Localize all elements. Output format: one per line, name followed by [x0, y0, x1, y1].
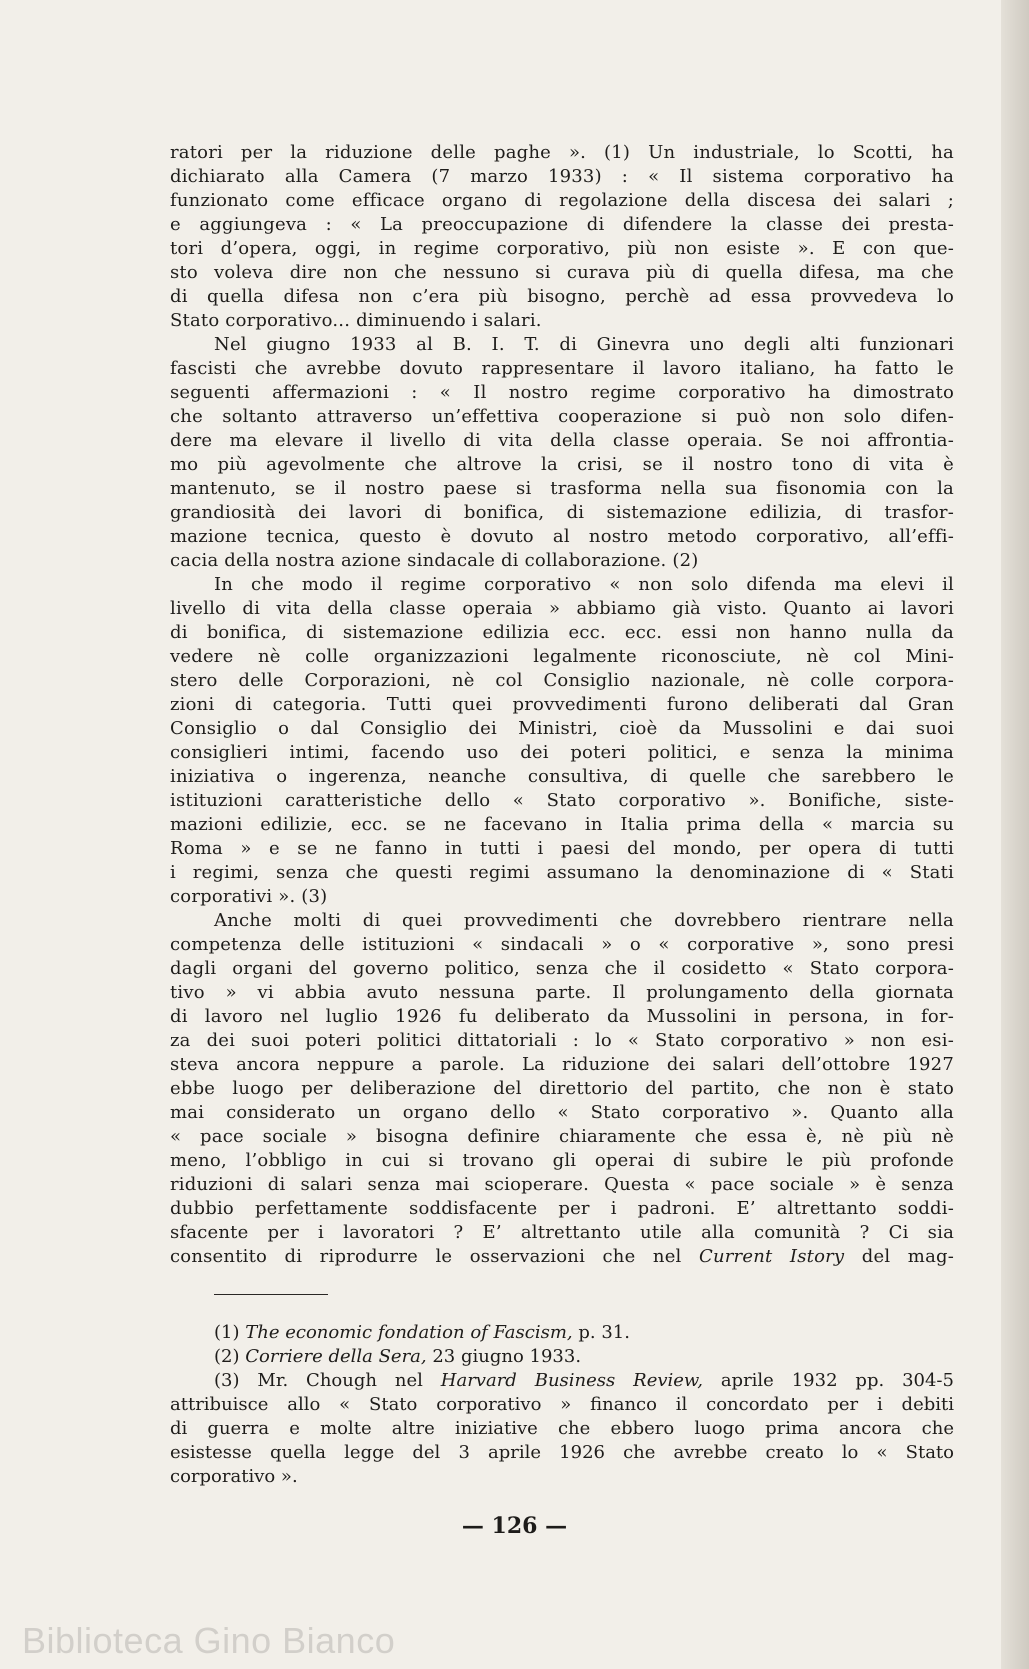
text-line: che soltanto attraverso un’effettiva cooperazione si può non solo difen- — [170, 406, 954, 427]
text-line: stero delle Corporazioni, nè col Consiglio nazionale, nè colle corpora- — [170, 670, 954, 691]
text-line: seguenti affermazioni : « Il nostro regime corporativo ha dimostrato — [170, 382, 954, 403]
text-line: mai considerato un organo dello « Stato corporativo ». Quanto alla — [170, 1102, 954, 1123]
library-watermark: Biblioteca Gino Bianco — [22, 1620, 396, 1661]
footnote-title: Harvard Business Review, — [440, 1370, 703, 1391]
footnote-line: di guerra e molte altre iniziative che ebbero luogo prima ancora che — [170, 1418, 954, 1439]
text-line: dagli organi del governo politico, senza che il cosidetto « Stato corpora- — [170, 958, 954, 979]
text-line: istituzioni caratteristiche dello « Stato corporativo ». Bonifiche, siste- — [170, 790, 954, 811]
page-edge — [1001, 0, 1029, 1669]
text-line: competenza delle istituzioni « sindacali » o « corporative », sono presi — [170, 934, 954, 955]
footnote-ref: p. 31. — [578, 1322, 630, 1343]
text-line: vedere nè colle organizzazioni legalmente riconosciute, nè col Mini- — [170, 646, 954, 667]
footnote-title: The economic fondation of Fascism, — [245, 1322, 573, 1343]
text-line: mazione tecnica, questo è dovuto al nostro metodo corporativo, all’effi- — [170, 526, 954, 547]
text-line: ebbe luogo per deliberazione del direttorio del partito, che non è stato — [170, 1078, 954, 1099]
text-line: meno, l’obbligo in cui si trovano gli operai di subire le più profonde — [170, 1150, 954, 1171]
text-line: Roma » e se ne fanno in tutti i paesi del mondo, per opera di tutti — [170, 838, 954, 859]
footnote-line: corporativo ». — [170, 1466, 298, 1487]
text-line: iniziativa o ingerenza, neanche consultiva, di quelle che sarebbero le — [170, 766, 954, 787]
magazine-title: Current Istory — [698, 1246, 845, 1267]
text-line: tori d’opera, oggi, in regime corporativo, più non esiste ». E con que- — [170, 238, 954, 259]
text-line: « pace sociale » bisogna definire chiaramente che essa è, nè più nè — [170, 1126, 954, 1147]
text-line: tivo » vi abbia avuto nessuna parte. Il prolungamento della giornata — [170, 982, 954, 1003]
text-line: grandiosità dei lavori di bonifica, di sistemazione edilizia, di trasfor- — [170, 502, 954, 523]
footnotes — [170, 1321, 954, 1489]
footnote-1 — [170, 1321, 954, 1345]
footnote-marker: (3) — [214, 1370, 240, 1391]
text-line: ratori per la riduzione delle paghe ». (1) Un industriale, lo Scotti, ha — [170, 142, 954, 163]
footnote-ref: aprile 1932 pp. 304-5 — [720, 1370, 954, 1391]
text-line-end: del mag- — [861, 1246, 955, 1267]
text-line: di quella difesa non c’era più bisogno, perchè ad essa provvedeva lo — [170, 286, 954, 307]
text-line: riduzioni di salari senza mai scioperare. Questa « pace sociale » è senza — [170, 1174, 954, 1195]
text-line: livello di vita della classe operaia » abbiamo già visto. Quanto ai lavori — [170, 598, 954, 619]
text-line: steva ancora neppure a parole. La riduzione dei salari dell’ottobre 1927 — [170, 1054, 954, 1075]
text-line: e aggiungeva : « La preoccupazione di difendere la classe dei presta- — [170, 214, 954, 235]
text-line: i regimi, senza che questi regimi assumano la denominazione di « Stati — [170, 862, 954, 883]
text-line: funzionato come efficace organo di regolazione della discesa dei salari ; — [170, 190, 954, 211]
text-line: consiglieri intimi, facendo uso dei poteri politici, e senza la minima — [170, 742, 954, 763]
paragraph-first-line: Nel giugno 1933 al B. I. T. di Ginevra uno degli alti funzionari — [214, 334, 954, 355]
text-line: dere ma elevare il livello di vita della classe operaia. Se noi affrontia- — [170, 430, 954, 451]
text-line: dubbio perfettamente soddisfacente per i padroni. E’ altrettanto soddi- — [170, 1198, 954, 1219]
footnote-text: Mr. Chough nel — [257, 1370, 423, 1391]
body-text — [170, 141, 954, 1269]
paragraph-first-line: Anche molti di quei provvedimenti che dovrebbero rientrare nella — [214, 910, 954, 931]
text-line: cacia della nostra azione sindacale di collaborazione. (2) — [170, 550, 699, 571]
page-number: — 126 — — [461, 1513, 568, 1539]
text-line: fascisti che avrebbe dovuto rappresentare il lavoro italiano, ha fatto le — [170, 358, 954, 379]
footnote-line: attribuisce allo « Stato corporativo » financo il concordato per i debiti — [170, 1394, 954, 1415]
footnote-marker: (1) — [214, 1322, 240, 1343]
text-line: corporativi ». (3) — [170, 886, 328, 907]
text-line: di lavoro nel luglio 1926 fu deliberato da Mussolini in persona, in for- — [170, 1006, 954, 1027]
paragraph-first-line: In che modo il regime corporativo « non solo difenda ma elevi il — [214, 574, 954, 595]
text-line: sfacente per i lavoratori ? E’ altrettanto utile alla comunità ? Ci sia — [170, 1222, 954, 1243]
footnote-line: esistesse quella legge del 3 aprile 1926 che avrebbe creato lo « Stato — [170, 1442, 954, 1463]
footnote-ref: 23 giugno 1933. — [432, 1346, 582, 1367]
footnote-divider — [214, 1294, 328, 1295]
text-line: sto voleva dire non che nessuno si curava più di quella difesa, ma che — [170, 262, 954, 283]
text-line: Consiglio o dal Consiglio dei Ministri, cioè da Mussolini e dai suoi — [170, 718, 954, 739]
text-line: za dei suoi poteri politici dittatoriali : lo « Stato corporativo » non esi- — [170, 1030, 954, 1051]
footnote-3 — [170, 1369, 954, 1393]
text-line: zioni di categoria. Tutti quei provvedimenti furono deliberati dal Gran — [170, 694, 954, 715]
footnote-2 — [170, 1345, 954, 1369]
text-line: Stato corporativo... diminuendo i salari. — [170, 310, 542, 331]
text-line: mazioni edilizie, ecc. se ne facevano in Italia prima della « marcia su — [170, 814, 954, 835]
text-line: di bonifica, di sistemazione edilizia ecc. ecc. essi non hanno nulla da — [170, 622, 954, 643]
text-line: dichiarato alla Camera (7 marzo 1933) : « Il sistema corporativo ha — [170, 166, 954, 187]
text-line-start: consentito di riprodurre le osservazioni che nel — [170, 1246, 682, 1267]
footnote-title: Corriere della Sera, — [245, 1346, 427, 1367]
text-line — [170, 1245, 954, 1269]
text-line: mantenuto, se il nostro paese si trasforma nella sua fisonomia con la — [170, 478, 954, 499]
footnote-marker: (2) — [214, 1346, 240, 1367]
text-line: mo più agevolmente che altrove la crisi, se il nostro tono di vita è — [170, 454, 954, 475]
